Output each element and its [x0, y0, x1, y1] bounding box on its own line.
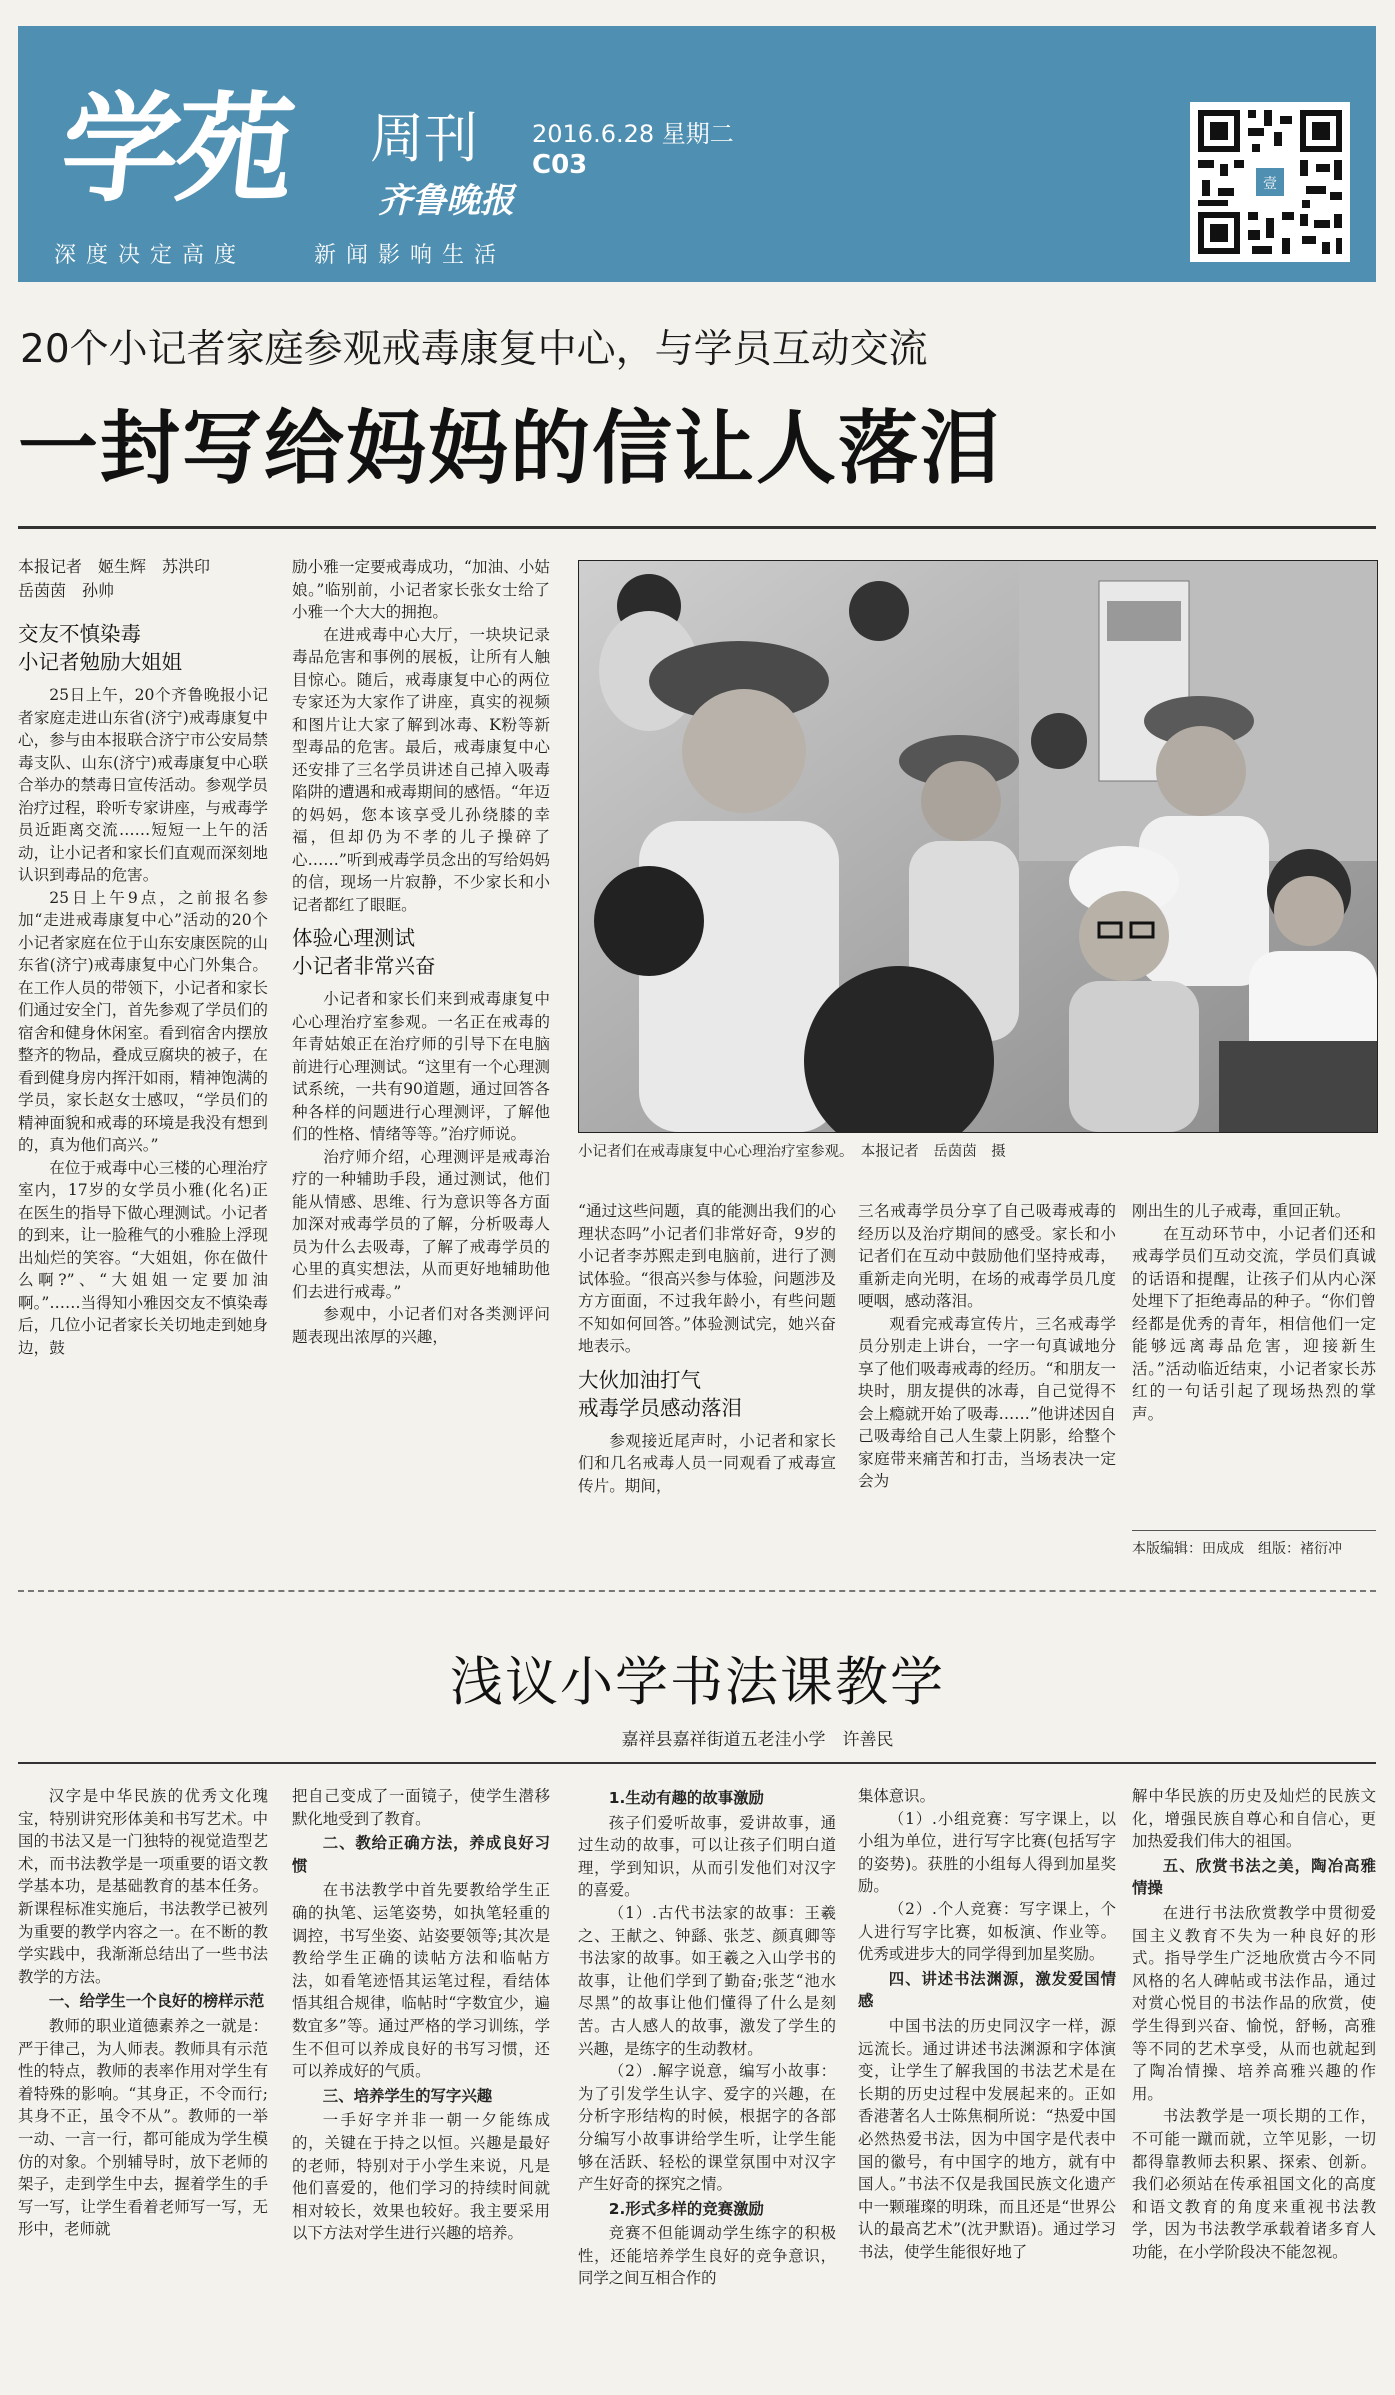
article2-column-4 — [858, 1785, 1116, 2385]
article1-column-3 — [578, 1200, 836, 1590]
section-heading: 1.生动有趣的故事激励 — [608, 1789, 764, 1807]
masthead-logo: 学苑 — [54, 80, 298, 218]
paragraph: 在位于戒毒中心三楼的心理治疗室内，17岁的女学员小雅(化名)正在医生的指导下做心理测试。小记者的到来，让一脸稚气的小雅脸上浮现出灿烂的笑容。“大姐姐，你在做什么啊?”、“大姐姐一定要加油啊。”……当得知小雅因交友不慎染毒后，几位小记者家长关切地走到她身边，鼓 — [18, 1158, 268, 1357]
headline-rule — [18, 526, 1376, 529]
paragraph: 教师的职业道德素养之一就是：严于律己，为人师表。教师具有示范性的特点，教师的表率作用对学生有着特殊的影响。“其身正，不令而行;其身不正，虽令不从”。教师的一举一动、一言一行，都可能成为学生模仿的对象。个别辅导时，放下老师的架子，走到学生中去，握着学生的手写一写，让学生看着老师写一写，无形中，老师就 — [18, 2016, 268, 2239]
paragraph: 把自己变成了一面镜子，使学生潜移默化地受到了教育。 — [292, 1787, 550, 1828]
article2-title: 浅议小学书法课教学 — [450, 1652, 945, 1713]
paragraph: 孩子们爱听故事，爱讲故事，通过生动的故事，可以让孩子们明白道理，学到知识，从而引发他们对汉字的喜爱。 — [578, 1813, 836, 1900]
section-title — [292, 924, 550, 980]
paragraph: 25日上午9点，之前报名参加“走进戒毒康复中心”活动的20个小记者家庭在位于山东安康医院的山东省(济宁)戒毒康复中心门外集合。在工作人员的带领下，小记者和家长们通过安全门，首先参观了学员们的宿舍和健身休闲室。看到宿舍内摆放整齐的物品，叠成豆腐块的被子，在看到健身房内挥汗如雨，精神饱满的学员，家长赵女士感叹，“学员们的精神面貌和戒毒的环境是我没有想到的，真为他们高兴。” — [18, 888, 268, 1154]
byline-line: 本报记者 姬生辉 苏洪印 — [18, 557, 211, 576]
article2-column-3 — [578, 1785, 836, 2385]
paragraph: （1）.小组竞赛：写字课上，以小组为单位，进行写字比赛(包括写字的姿势)。获胜的小组每人得到加星奖励。 — [858, 1809, 1116, 1896]
paragraph: 25日上午，20个齐鲁晚报小记者家庭走进山东省(济宁)戒毒康复中心，参与由本报联合济宁市公安局禁毒支队、山东(济宁)戒毒康复中心联合举办的禁毒日宣传活动。参观学员治疗过程，聆听专家讲座，与戒毒学员近距离交流……短短一上午的活动，让小记者和家长们直观而深刻地认识到毒品的危害。 — [18, 686, 268, 884]
editor-credit: 本版编辑：田成成 组版：褚衍冲 — [1132, 1541, 1342, 1557]
byline — [18, 555, 268, 603]
byline-line: 岳茵茵 孙帅 — [18, 581, 115, 600]
section-heading: 二、教给正确方法，养成良好习惯 — [292, 1834, 550, 1875]
section-title-line: 小记者非常兴奋 — [292, 954, 436, 978]
paragraph: 汉字是中华民族的优秀文化瑰宝，特别讲究形体美和书写艺术。中国的书法又是一门独特的视觉造型艺术，而书法教学是一项重要的语文教学基本功，是基础教育的基本任务。新课程标准实施后，书法教学已被列为重要的教学内容之一。在不断的教学实践中，我渐渐总结出了一些书法教学的方法。 — [18, 1787, 268, 1986]
paragraph: 小记者和家长们来到戒毒康复中心心理治疗室参观。一名正在戒毒的年青姑娘正在治疗师的引导下在电脑前进行心理测试。“这里有一个心理测试系统，一共有90道题，通过回答各种各样的问题进行心理测评，了解他们的性格、情绪等等。”治疗师说。 — [292, 990, 550, 1143]
section-heading: 四、讲述书法渊源，激发爱国情感 — [858, 1969, 1116, 2011]
paragraph: 在进行书法欣赏教学中贯彻爱国主义教育不失为一种良好的形式。指导学生广泛地欣赏古今不同风格的名人碑帖或书法作品，通过对赏心悦目的书法作品的欣赏，使学生得到兴奋、愉悦，舒畅，高雅等不同的艺术享受，从而也就起到了陶冶情操、培养高雅兴趣的作用。 — [1132, 1903, 1376, 2103]
svg-text:壹: 壹 — [1263, 176, 1277, 192]
paragraph: 解中华民族的历史及灿烂的民族文化，增强民族自尊心和自信心，更加热爱我们伟大的祖国。 — [1132, 1787, 1376, 1851]
article2-column-2 — [292, 1785, 550, 2385]
section-title — [18, 620, 268, 676]
article1-subhead: 20个小记者家庭参观戒毒康复中心，与学员互动交流 — [20, 327, 928, 372]
news-photo — [578, 560, 1378, 1133]
section-title-line: 体验心理测试 — [292, 926, 415, 950]
paragraph: 在进戒毒中心大厅，一块块记录毒品危害和事例的展板，让所有人触目惊心。随后，戒毒康复中心的两位专家还为大家作了讲座，真实的视频和图片让大家了解到冰毒、K粉等新型毒品的危害。最后，戒毒康复中心还安排了三名学员讲述自己掉入吸毒陷阱的遭遇和戒毒期间的感悟。“年迈的妈妈，您本该享受儿孙绕膝的幸福，但却仍为不孝的儿子操碎了心……”听到戒毒学员念出的写给妈妈的信，现场一片寂静，不少家长和小记者都红了眼眶。 — [292, 625, 550, 914]
article1-column-1 — [18, 612, 268, 1607]
photo-caption: 小记者们在戒毒康复中心心理治疗室参观。 本报记者 岳茵茵 摄 — [578, 1144, 1006, 1160]
article2-author: 嘉祥县嘉祥街道五老洼小学 许善民 — [621, 1730, 894, 1750]
paragraph: 刚出生的儿子戒毒，重回正轨。 — [1132, 1202, 1351, 1220]
issue-page: C03 — [532, 150, 588, 180]
paragraph: 参观接近尾声时，小记者和家长们和几名戒毒人员一同观看了戒毒宣传片。期间， — [578, 1431, 836, 1495]
masthead — [18, 26, 1376, 282]
section-title-line: 戒毒学员感动落泪 — [578, 1395, 742, 1420]
paragraph: 集体意识。 — [858, 1787, 935, 1805]
section-heading: 2.形式多样的竞赛激励 — [608, 2199, 764, 2218]
article1-column-4 — [858, 1200, 1116, 1590]
paragraph: 在书法教学中首先要教给学生正确的执笔、运笔姿势，如执笔轻重的调控，书写坐姿、站姿要领等;其次是教给学生正确的读帖方法和临帖方法，如看笔迹悟其运笔过程，看结体悟其组合规律，临帖时“字数宜少，遍数宜多”等。通过严格的学习训练，学生不但可以养成良好的书写习惯，还可以养成好的气质。 — [292, 1881, 550, 2081]
paragraph: 竞赛不但能调动学生练字的积极性，还能培养学生良好的竞争意识，同学之间互相合作的 — [578, 2224, 836, 2288]
paragraph: 参观中，小记者们对各类测评问题表现出浓厚的兴趣， — [292, 1305, 550, 1346]
article2-column-5 — [1132, 1785, 1376, 2385]
article1-headline: 一封写给妈妈的信让人落泪 — [18, 402, 1002, 495]
article1-column-5 — [1132, 1200, 1376, 1510]
paragraph: （1）.古代书法家的故事：王羲之、王献之、钟繇、张芝、颜真卿等书法家的故事。如王羲之入山学书的故事，让他们学到了勤奋;张芝“池水尽黑”的故事让他们懂得了什么是刻苦。古人感人的故事，激发了学生的兴趣，是练字的生动教材。 — [578, 1903, 836, 2058]
paragraph: 一手好字并非一朝一夕能练成的，关键在于持之以恒。兴趣是最好的老师，特别对于小学生来说，凡是他们喜爱的，他们学习的持续时间就相对较长，效果也较好。我主要采用以下方法对学生进行兴趣的培养。 — [292, 2111, 550, 2243]
section-title-line: 大伙加油打气 — [578, 1367, 701, 1392]
section-heading: 一、给学生一个良好的榜样示范 — [48, 1992, 265, 2011]
paragraph: （2）.解字说意，编写小故事：为了引发学生认字、爱字的兴趣，在分析字形结构的时候，根据字的各部分编写小故事讲给学生听，让学生能够在活跃、轻松的课堂氛围中对汉字产生好奇的探究之情。 — [578, 2062, 836, 2194]
photo-illustration — [579, 561, 1377, 1132]
section-divider — [18, 1590, 1376, 1592]
paragraph: 书法教学是一项长期的工作，不可能一蹴而就，立竿见影，一切都得靠教师去积累、探索、创新。我们必须站在传承祖国文化的高度和语文教育的角度来重视书法教学，因为书法教学承载着诸多育人功能，在小学阶段决不能忽视。 — [1132, 2107, 1376, 2261]
masthead-tagline: 深度决定高度 新闻影响生活 — [54, 243, 506, 268]
masthead-paper-name: 齐鲁晚报 — [378, 181, 514, 221]
paragraph: 治疗师介绍，心理测评是戒毒治疗的一种辅助手段，通过测试，他们能从情感、思维、行为意识等各方面加深对戒毒学员的了解，分析吸毒人员为什么去吸毒，了解了戒毒学员的心里的真实想法，从而更好地辅助他们去进行戒毒。” — [292, 1147, 550, 1301]
paragraph: 励小雅一定要戒毒成功，“加油、小姑娘。”临别前，小记者家长张女士给了小雅一个大大的拥抱。 — [292, 558, 550, 621]
issue-date: 2016.6.28 星期二 — [532, 120, 734, 148]
section-title-line: 小记者勉励大姐姐 — [18, 650, 182, 674]
article2-column-1 — [18, 1785, 268, 2385]
paragraph: （2）.个人竞赛：写字课上，个人进行写字比赛，如板演、作业等。优秀或进步大的同学得到加星奖励。 — [858, 1899, 1116, 1964]
editor-rule — [1132, 1530, 1376, 1531]
section-heading: 三、培养学生的写字兴趣 — [322, 2086, 493, 2105]
paragraph: 在互动环节中，小记者们还和戒毒学员们互动交流，学员们真诚的话语和提醒，让孩子们从内心深处埋下了拒绝毒品的种子。“你们曾经都是优秀的青年，相信他们一定能够远离毒品危害，迎接新生活。”活动临近结束，小记者家长苏红的一句话引起了现场热烈的掌声。 — [1132, 1224, 1376, 1423]
qr-code-icon[interactable] — [1190, 102, 1350, 262]
paragraph: 观看完戒毒宣传片，三名戒毒学员分别走上讲台，一字一句真诚地分享了他们吸毒戒毒的经历。“和朋友一块时，朋友提供的冰毒，自己觉得不会上瘾就开始了吸毒……”他讲述因自己吸毒给自己人生蒙上阴影，给整个家庭带来痛苦和打击，当场表决一定会为 — [858, 1314, 1116, 1490]
paragraph: 三名戒毒学员分享了自己吸毒戒毒的经历以及治疗期间的感受。家长和小记者们在互动中鼓励他们坚持戒毒，重新走向光明，在场的戒毒学员几度哽咽，感动落泪。 — [858, 1202, 1116, 1310]
paragraph: “通过这些问题，真的能测出我们的心理状态吗”小记者们非常好奇，9岁的小记者李苏熙走到电脑前，进行了测试体验。“很高兴参与体验，问题涉及方方面面，不过我年龄小，有些问题不知如何回答。”体验测试完，她兴奋地表示。 — [578, 1202, 836, 1355]
masthead-weekly: 周刊 — [370, 107, 478, 170]
section-title — [578, 1366, 836, 1422]
section-heading: 五、欣赏书法之美，陶冶高雅情操 — [1132, 1856, 1376, 1898]
section-title-line: 交友不慎染毒 — [18, 622, 141, 646]
paragraph: 中国书法的历史同汉字一样，源远流长。通过讲述书法渊源和字体演变，让学生了解我国的书法艺术是在长期的历史过程中发展起来的。正如香港著名人士陈焦桐所说：“热爱中国必然热爱书法，因为中国字是代表中国的徽号，有中国字的地方，就有中国人。”书法不仅是我国民族文化遗产中一颗璀璨的明珠，而且还是“世界公认的最高艺术”(沈尹默语)。通过学习书法，使学生能很好地了 — [858, 2016, 1116, 2261]
article1-column-2 — [292, 556, 550, 1586]
article2-rule — [18, 1762, 1376, 1764]
